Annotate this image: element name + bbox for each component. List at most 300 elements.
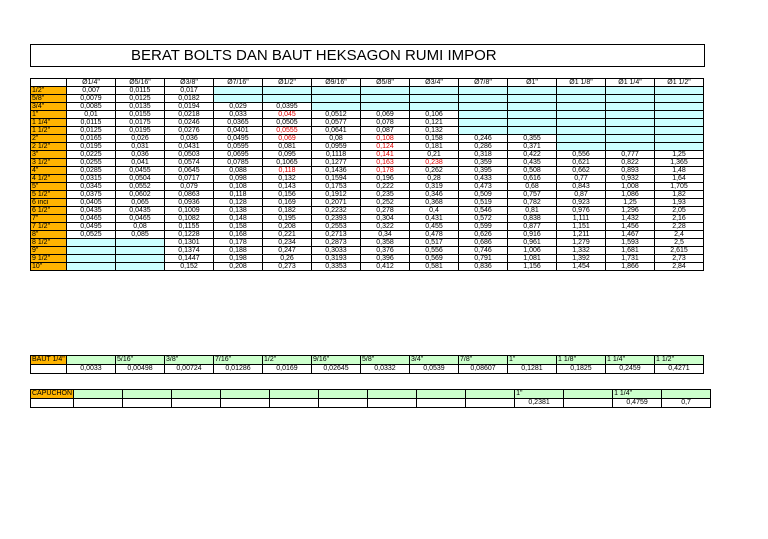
capuchon-value: 0,4759	[613, 399, 662, 408]
baut-header: 1 1/4"	[606, 356, 655, 365]
table-cell	[410, 95, 459, 103]
row-label: 1"	[31, 111, 67, 119]
table-cell: 0,222	[361, 183, 410, 191]
table-cell	[655, 143, 704, 151]
table-cell: 1,681	[606, 247, 655, 255]
table-cell: 0,118	[214, 191, 263, 199]
table-cell: 0,234	[263, 239, 312, 247]
table-cell: 0,0195	[67, 143, 116, 151]
capuchon-value	[172, 399, 221, 408]
table-cell	[606, 87, 655, 95]
row-label: 1 1/2"	[31, 127, 67, 135]
table-cell: 0,0717	[165, 175, 214, 183]
table-cell: 0,0115	[67, 119, 116, 127]
table-row	[31, 151, 704, 159]
table-cell	[606, 103, 655, 111]
table-cell: 1,008	[606, 183, 655, 191]
table-cell	[655, 103, 704, 111]
table-cell: 0,141	[361, 151, 410, 159]
table-cell	[263, 95, 312, 103]
table-cell: 0,757	[508, 191, 557, 199]
row-label: 1 1/4"	[31, 119, 67, 127]
table-cell: 0,0079	[67, 95, 116, 103]
table-cell: 1,081	[508, 255, 557, 263]
column-header: Ø5/8"	[361, 79, 410, 87]
table-cell	[459, 95, 508, 103]
table-row	[31, 175, 704, 183]
capuchon-value-row	[31, 399, 711, 408]
table-cell: 0,095	[263, 151, 312, 159]
table-cell: 1,64	[655, 175, 704, 183]
table-cell: 0,108	[361, 135, 410, 143]
table-cell: 0,68	[508, 183, 557, 191]
table-cell: 0,088	[214, 167, 263, 175]
table-cell: 0,0246	[165, 119, 214, 127]
table-cell: 0,0175	[116, 119, 165, 127]
table-row	[31, 199, 704, 207]
table-cell: 0,616	[508, 175, 557, 183]
column-header: Ø3/4"	[410, 79, 459, 87]
table-cell: 0,278	[361, 207, 410, 215]
capuchon-value	[319, 399, 368, 408]
capuchon-value: 0,2381	[515, 399, 564, 408]
table-cell	[557, 95, 606, 103]
table-cell: 0,0255	[67, 159, 116, 167]
table-cell: 0,196	[361, 175, 410, 183]
table-cell: 0,029	[214, 103, 263, 111]
baut-header: 3/4"	[410, 356, 459, 365]
row-label: 5/8"	[31, 95, 67, 103]
table-cell: 0,777	[606, 151, 655, 159]
table-cell: 1,467	[606, 231, 655, 239]
capuchon-value	[123, 399, 172, 408]
table-cell: 1,332	[557, 247, 606, 255]
table-cell: 0,1753	[312, 183, 361, 191]
table-cell: 0,036	[165, 135, 214, 143]
row-label: 10"	[31, 263, 67, 271]
baut-header: 7/16"	[214, 356, 263, 365]
column-header: Ø1 1/8"	[557, 79, 606, 87]
table-cell: 0,621	[557, 159, 606, 167]
table-cell	[606, 127, 655, 135]
table-row	[31, 87, 704, 95]
table-row	[31, 239, 704, 247]
baut-value-row	[31, 365, 704, 374]
table-cell	[557, 119, 606, 127]
table-cell	[655, 135, 704, 143]
table-cell: 0,041	[116, 159, 165, 167]
table-cell	[606, 95, 655, 103]
table-cell: 0,662	[557, 167, 606, 175]
column-header: Ø1 1/4"	[606, 79, 655, 87]
table-cell: 0,0645	[165, 167, 214, 175]
table-cell: 0,1277	[312, 159, 361, 167]
baut-header: 3/8"	[165, 356, 214, 365]
table-cell	[312, 87, 361, 95]
row-label: 7 1/2"	[31, 223, 67, 231]
table-cell	[410, 87, 459, 95]
table-cell: 0,3033	[312, 247, 361, 255]
baut-header: 5/16"	[116, 356, 165, 365]
table-cell: 0,0455	[116, 167, 165, 175]
table-cell: 0,128	[214, 199, 263, 207]
baut-value: 0,00724	[165, 365, 214, 374]
table-cell: 0,3193	[312, 255, 361, 263]
table-cell	[116, 263, 165, 271]
table-cell: 0,686	[459, 239, 508, 247]
table-row	[31, 183, 704, 191]
table-cell: 0,822	[606, 159, 655, 167]
table-cell: 0,34	[361, 231, 410, 239]
table-cell: 1,365	[655, 159, 704, 167]
table-cell: 0,181	[410, 143, 459, 151]
table-row	[31, 119, 704, 127]
table-cell: 1,48	[655, 167, 704, 175]
table-cell: 0,178	[214, 239, 263, 247]
table-cell: 0,0085	[67, 103, 116, 111]
table-cell: 0,1447	[165, 255, 214, 263]
table-cell: 1,392	[557, 255, 606, 263]
baut-header: 1 1/8"	[557, 356, 606, 365]
table-cell: 0,358	[361, 239, 410, 247]
table-cell: 0,916	[508, 231, 557, 239]
table-cell: 0,546	[459, 207, 508, 215]
table-cell: 0,322	[361, 223, 410, 231]
table-cell: 2,5	[655, 239, 704, 247]
table-cell: 0,791	[459, 255, 508, 263]
capuchon-header	[417, 390, 466, 399]
table-cell: 0,182	[263, 207, 312, 215]
table-row	[31, 223, 704, 231]
table-cell: 0,0504	[116, 175, 165, 183]
table-cell: 0,0218	[165, 111, 214, 119]
column-header: Ø1"	[508, 79, 557, 87]
table-cell: 0,1301	[165, 239, 214, 247]
table-cell: 0,0431	[165, 143, 214, 151]
capuchon-header	[172, 390, 221, 399]
capuchon-value	[270, 399, 319, 408]
row-label: 2"	[31, 135, 67, 143]
table-cell: 1,25	[655, 151, 704, 159]
table-cell: 0,0155	[116, 111, 165, 119]
table-row	[31, 231, 704, 239]
table-cell	[508, 95, 557, 103]
table-cell: 1,279	[557, 239, 606, 247]
capuchon-value	[221, 399, 270, 408]
table-row	[31, 247, 704, 255]
table-cell: 0,0552	[116, 183, 165, 191]
table-cell: 0,0182	[165, 95, 214, 103]
table-cell: 0,0495	[67, 223, 116, 231]
table-cell: 0,0225	[67, 151, 116, 159]
table-cell: 0,121	[410, 119, 459, 127]
table-cell: 0,0401	[214, 127, 263, 135]
table-cell: 0,1155	[165, 223, 214, 231]
table-cell: 0,836	[459, 263, 508, 271]
table-cell: 0,2232	[312, 207, 361, 215]
table-cell: 0,318	[459, 151, 508, 159]
capuchon-header	[123, 390, 172, 399]
row-label: 5"	[31, 183, 67, 191]
table-cell: 0,007	[67, 87, 116, 95]
table-cell	[459, 111, 508, 119]
table-cell: 0,0695	[214, 151, 263, 159]
table-cell: 1,156	[508, 263, 557, 271]
row-label: 3 1/2"	[31, 159, 67, 167]
baut-value: 0,1281	[508, 365, 557, 374]
table-cell	[67, 239, 116, 247]
table-cell: 0,168	[214, 231, 263, 239]
capuchon-blank	[31, 399, 74, 408]
baut-header: 1"	[508, 356, 557, 365]
baut-table	[30, 355, 704, 374]
baut-value: 0,0033	[67, 365, 116, 374]
table-cell: 0,0345	[67, 183, 116, 191]
table-cell: 1,456	[606, 223, 655, 231]
row-label: 3"	[31, 151, 67, 159]
table-cell	[116, 247, 165, 255]
table-cell: 0,124	[361, 143, 410, 151]
table-cell: 0,286	[459, 143, 508, 151]
capuchon-header	[74, 390, 123, 399]
table-cell: 0,158	[214, 223, 263, 231]
baut-header-row	[31, 356, 704, 365]
table-cell: 0,238	[410, 159, 459, 167]
table-cell	[116, 255, 165, 263]
table-cell: 0,1009	[165, 207, 214, 215]
table-cell	[361, 103, 410, 111]
capuchon-header	[368, 390, 417, 399]
table-cell: 0,28	[410, 175, 459, 183]
baut-value: 0,0169	[263, 365, 312, 374]
table-cell: 0,87	[557, 191, 606, 199]
table-cell: 0,262	[410, 167, 459, 175]
capuchon-header	[319, 390, 368, 399]
table-header-row	[31, 79, 704, 87]
table-cell: 0,1082	[165, 215, 214, 223]
table-cell: 0,0595	[214, 143, 263, 151]
table-cell: 0,932	[606, 175, 655, 183]
baut-label: BAUT 1/4"	[32, 356, 65, 363]
table-cell: 0,178	[361, 167, 410, 175]
table-cell: 0,3353	[312, 263, 361, 271]
baut-header: 9/16"	[312, 356, 361, 365]
table-cell	[508, 87, 557, 95]
table-cell	[214, 87, 263, 95]
capuchon-header	[221, 390, 270, 399]
table-cell: 0,0435	[116, 207, 165, 215]
table-cell: 0,106	[410, 111, 459, 119]
table-cell: 0,508	[508, 167, 557, 175]
table-cell: 0,359	[459, 159, 508, 167]
table-cell	[508, 119, 557, 127]
baut-value: 0,00498	[116, 365, 165, 374]
table-cell: 1,593	[606, 239, 655, 247]
table-row	[31, 159, 704, 167]
table-cell: 0,188	[214, 247, 263, 255]
table-cell: 2,615	[655, 247, 704, 255]
table-cell: 2,05	[655, 207, 704, 215]
table-row	[31, 263, 704, 271]
capuchon-header	[662, 390, 711, 399]
table-cell: 0,108	[214, 183, 263, 191]
table-cell: 0,355	[508, 135, 557, 143]
table-cell: 0,148	[214, 215, 263, 223]
baut-header: 1 1/2"	[655, 356, 704, 365]
table-cell: 0,0125	[116, 95, 165, 103]
table-cell: 0,368	[410, 199, 459, 207]
table-cell: 0,033	[214, 111, 263, 119]
table-cell: 0,556	[410, 247, 459, 255]
table-cell: 0,169	[263, 199, 312, 207]
column-header: Ø5/16"	[116, 79, 165, 87]
table-cell	[606, 119, 655, 127]
table-cell: 0,273	[263, 263, 312, 271]
table-cell	[557, 127, 606, 135]
table-cell	[459, 127, 508, 135]
table-cell: 0,0135	[116, 103, 165, 111]
table-cell: 0,045	[263, 111, 312, 119]
table-cell: 0,069	[263, 135, 312, 143]
table-cell: 0,433	[459, 175, 508, 183]
baut-header: 5/8"	[361, 356, 410, 365]
row-label: 8"	[31, 231, 67, 239]
table-cell: 0,098	[214, 175, 263, 183]
table-cell: 0,078	[361, 119, 410, 127]
table-cell: 0,435	[508, 159, 557, 167]
table-row	[31, 167, 704, 175]
table-cell: 0,877	[508, 223, 557, 231]
table-cell: 0,782	[508, 199, 557, 207]
table-cell: 0,138	[214, 207, 263, 215]
table-row	[31, 215, 704, 223]
table-cell: 0,158	[410, 135, 459, 143]
column-header: Ø7/16"	[214, 79, 263, 87]
table-cell: 0,319	[410, 183, 459, 191]
table-cell: 0,235	[361, 191, 410, 199]
table-cell: 0,81	[508, 207, 557, 215]
table-cell: 0,221	[263, 231, 312, 239]
table-cell	[508, 103, 557, 111]
table-cell: 0,0165	[67, 135, 116, 143]
title-box	[30, 44, 705, 67]
capuchon-value	[417, 399, 466, 408]
table-cell	[655, 95, 704, 103]
capuchon-value	[564, 399, 613, 408]
table-cell: 0,923	[557, 199, 606, 207]
row-label: 8 1/2"	[31, 239, 67, 247]
table-cell: 0,0115	[116, 87, 165, 95]
table-cell: 0,1228	[165, 231, 214, 239]
table-cell	[508, 127, 557, 135]
table-cell: 1,25	[606, 199, 655, 207]
table-cell: 0,079	[165, 183, 214, 191]
table-cell: 0,2393	[312, 215, 361, 223]
table-cell: 0,152	[165, 263, 214, 271]
table-cell: 0,0465	[116, 215, 165, 223]
table-cell: 0,0512	[312, 111, 361, 119]
table-cell: 0,0555	[263, 127, 312, 135]
table-cell: 0,26	[263, 255, 312, 263]
table-cell: 0,0405	[67, 199, 116, 207]
row-label: 7"	[31, 215, 67, 223]
table-cell: 0,422	[508, 151, 557, 159]
table-cell: 1,454	[557, 263, 606, 271]
table-cell: 1,086	[606, 191, 655, 199]
table-cell: 0,4	[410, 207, 459, 215]
capuchon-value: 0,7	[662, 399, 711, 408]
table-cell	[67, 247, 116, 255]
column-header: Ø1 1/2"	[655, 79, 704, 87]
table-cell	[459, 87, 508, 95]
table-row	[31, 111, 704, 119]
row-label: 2 1/2"	[31, 143, 67, 151]
table-cell: 0,0195	[116, 127, 165, 135]
table-row	[31, 191, 704, 199]
table-cell: 0,0785	[214, 159, 263, 167]
table-cell	[557, 87, 606, 95]
row-label: 6 1/2"	[31, 207, 67, 215]
capuchon-value	[368, 399, 417, 408]
table-cell	[557, 111, 606, 119]
table-cell: 0,412	[361, 263, 410, 271]
table-cell: 0,132	[263, 175, 312, 183]
table-cell	[116, 239, 165, 247]
table-cell	[655, 119, 704, 127]
table-cell: 2,16	[655, 215, 704, 223]
table-cell: 1,111	[557, 215, 606, 223]
table-cell	[410, 103, 459, 111]
table-cell	[459, 119, 508, 127]
table-cell: 0,599	[459, 223, 508, 231]
table-cell: 0,0574	[165, 159, 214, 167]
table-cell: 0,0959	[312, 143, 361, 151]
table-cell: 0,0465	[67, 215, 116, 223]
baut-value: 0,02645	[312, 365, 361, 374]
corner-cell	[31, 79, 67, 87]
column-header: Ø9/16"	[312, 79, 361, 87]
table-cell	[557, 143, 606, 151]
table-cell: 0,2553	[312, 223, 361, 231]
table-cell	[606, 143, 655, 151]
table-cell: 0,478	[410, 231, 459, 239]
table-row	[31, 135, 704, 143]
table-cell: 0,195	[263, 215, 312, 223]
table-cell: 0,455	[410, 223, 459, 231]
table-cell: 0,473	[459, 183, 508, 191]
table-row	[31, 143, 704, 151]
table-cell	[312, 95, 361, 103]
capuchon-header	[466, 390, 515, 399]
capuchon-value	[74, 399, 123, 408]
table-cell: 0,156	[263, 191, 312, 199]
table-cell: 0,304	[361, 215, 410, 223]
baut-value: 0,0332	[361, 365, 410, 374]
table-cell	[263, 87, 312, 95]
table-cell: 0,0503	[165, 151, 214, 159]
table-cell: 0,0365	[214, 119, 263, 127]
table-cell: 0,431	[410, 215, 459, 223]
table-cell: 0,01	[67, 111, 116, 119]
table-cell: 0,0936	[165, 199, 214, 207]
table-cell: 0,08	[312, 135, 361, 143]
table-cell: 0,0602	[116, 191, 165, 199]
table-row	[31, 103, 704, 111]
table-cell: 0,081	[263, 143, 312, 151]
row-label: 4 1/2"	[31, 175, 67, 183]
column-header: Ø1/4"	[67, 79, 116, 87]
capuchon-header: 1"	[515, 390, 564, 399]
